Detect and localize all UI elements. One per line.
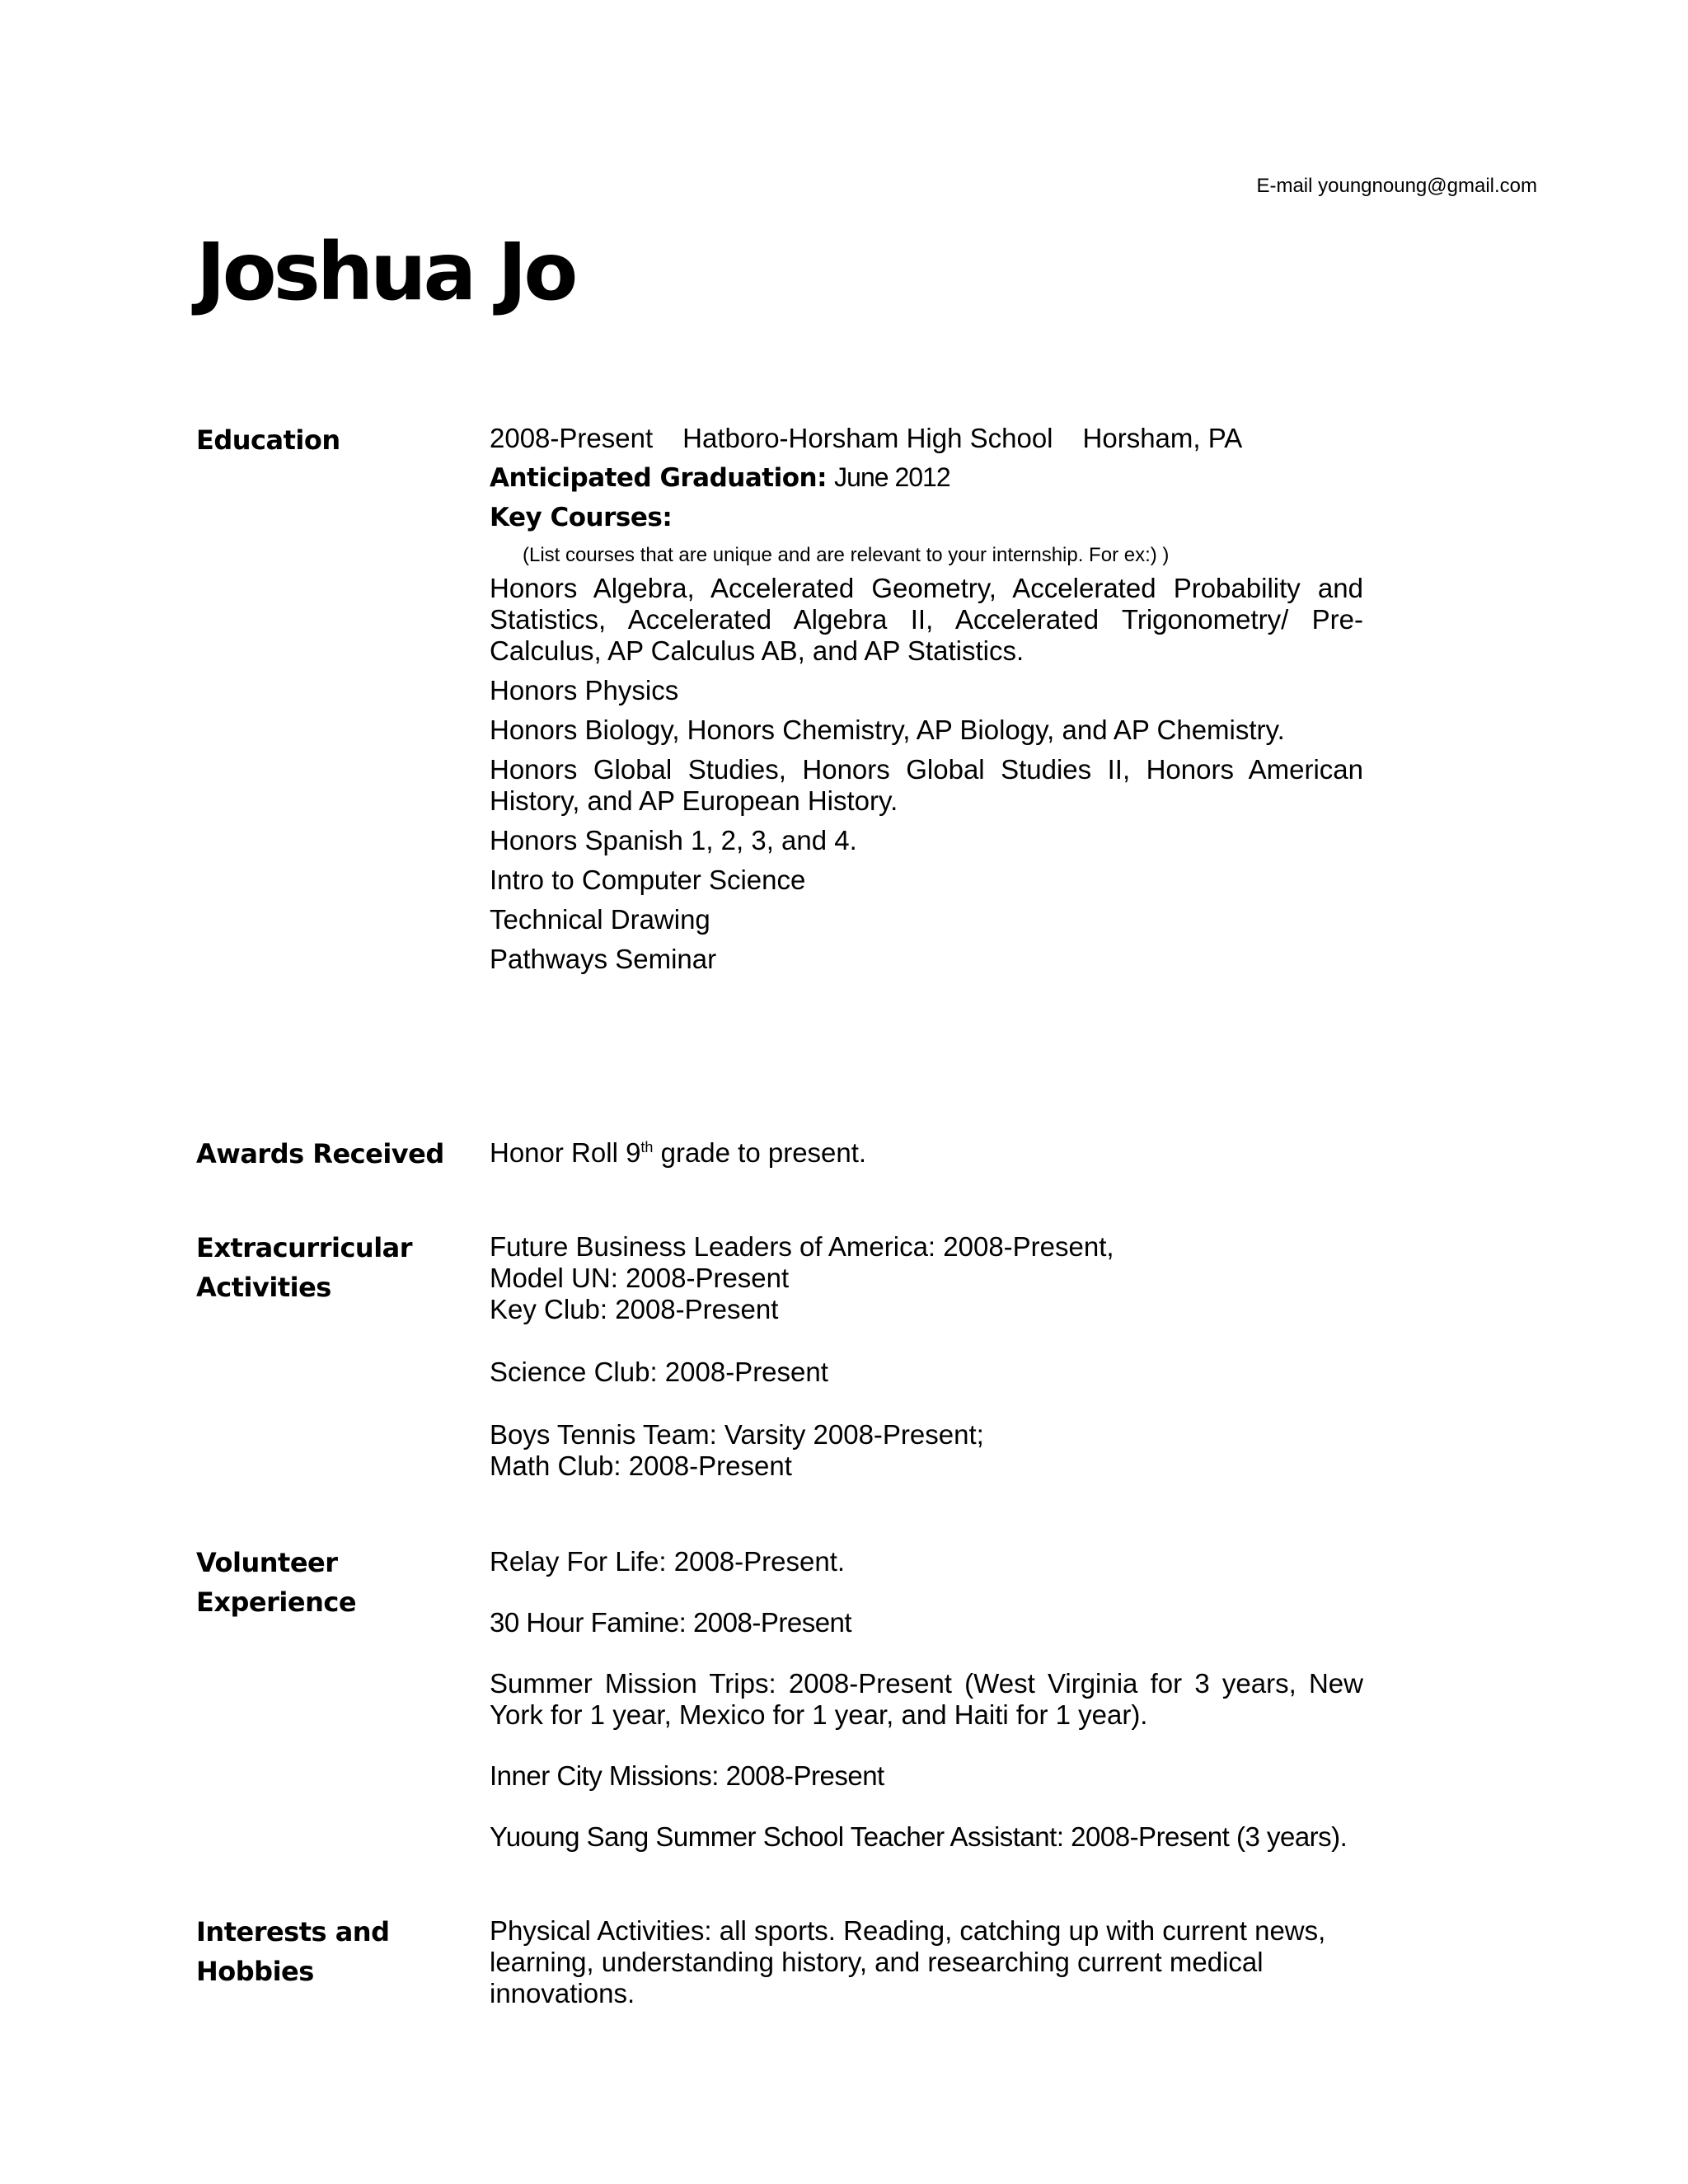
course-item: Honors Biology, Honors Chemistry, AP Biology, and AP Chemistry.: [490, 715, 1285, 745]
course-item: Intro to Computer Science: [490, 865, 806, 895]
interests-label-line2: Hobbies: [196, 1956, 314, 1987]
awards-superscript: th: [640, 1139, 654, 1155]
volunteer-section: [196, 1543, 1367, 1889]
extracurricular-label-line2: Activities: [196, 1272, 331, 1303]
courses-note: (List courses that are unique and are relevant to your internship. For ex:) ): [523, 544, 1170, 566]
interests-body: [490, 1915, 1339, 2009]
awards-text: [490, 1137, 1363, 1169]
education-years: 2008-Present: [490, 423, 654, 453]
activity-item: Model UN: 2008-Present: [490, 1263, 790, 1293]
activity-item: Future Business Leaders of America: 2008-Present,: [490, 1231, 1114, 1262]
volunteer-body: [490, 1546, 1363, 1853]
volunteer-label: [196, 1543, 460, 1622]
awards-body: [490, 1137, 1363, 1169]
course-item: Technical Drawing: [490, 904, 710, 935]
interests-label: [196, 1912, 460, 1991]
activity-item: Math Club: 2008-Present: [490, 1451, 792, 1481]
school-name: Hatboro-Horsham High School: [682, 423, 1053, 453]
course-item: Honors Global Studies, Honors Global Studies II, Honors American History, and AP European History.: [490, 754, 1363, 816]
school-location: Horsham, PA: [1082, 423, 1243, 453]
key-courses-label: Key Courses:: [490, 503, 673, 532]
awards-label: Awards Received: [196, 1138, 444, 1169]
activity-item: Science Club: 2008-Present: [490, 1357, 828, 1387]
volunteer-item: Summer Mission Trips: 2008-Present (West Virginia for 3 years, New York for 1 year, Mexico for 1 year, and Haiti for 1 year).: [490, 1668, 1363, 1730]
extracurricular-label-line1: Extracurricular: [196, 1232, 413, 1263]
education-label: Education: [196, 424, 340, 456]
extracurricular-label: [196, 1228, 460, 1307]
awards-text-start: Honor Roll 9: [490, 1137, 641, 1168]
education-body: [490, 420, 1363, 983]
course-item: Pathways Seminar: [490, 944, 717, 974]
awards-section: [196, 1134, 1367, 1183]
extracurricular-section: [196, 1228, 1367, 1492]
interests-label-line1: Interests and: [196, 1916, 390, 1947]
graduation-line: [490, 462, 1363, 494]
course-item: Honors Spanish 1, 2, 3, and 4.: [490, 825, 857, 855]
awards-text-end: grade to present.: [653, 1137, 867, 1168]
activity-item: Key Club: 2008-Present: [490, 1294, 779, 1324]
volunteer-item: Yuoung Sang Summer School Teacher Assistant: 2008-Present (3 years).: [490, 1821, 1348, 1852]
course-item: Honors Physics: [490, 675, 679, 705]
candidate-name: Joshua Jo: [196, 226, 575, 318]
volunteer-item: Relay For Life: 2008-Present.: [490, 1546, 846, 1577]
extracurricular-body: [490, 1231, 1363, 1482]
email-address: E-mail youngnoung@gmail.com: [1256, 175, 1537, 197]
interests-text: Physical Activities: all sports. Reading, catching up with current news, learning, understanding history, and researching current medical innovations.: [490, 1915, 1326, 2008]
course-item: Honors Algebra, Accelerated Geometry, Accelerated Probability and Statistics, Accelerated Algebra II, Accelerated Trigonometry/ Pre-Calculus, AP Calculus AB, and AP Statistics.: [490, 573, 1363, 666]
school-line: [490, 420, 1363, 457]
volunteer-item: Inner City Missions: 2008-Present: [490, 1760, 884, 1791]
activity-item: Boys Tennis Team: Varsity 2008-Present;: [490, 1419, 984, 1450]
graduation-label: Anticipated Graduation:: [490, 463, 827, 493]
graduation-date: June 2012: [834, 462, 950, 492]
volunteer-label-line2: Experience: [196, 1586, 357, 1618]
interests-section: [196, 1912, 1367, 2027]
volunteer-label-line1: Volunteer: [196, 1547, 338, 1578]
education-section: [196, 420, 1367, 997]
volunteer-item: 30 Hour Famine: 2008-Present: [490, 1607, 852, 1638]
